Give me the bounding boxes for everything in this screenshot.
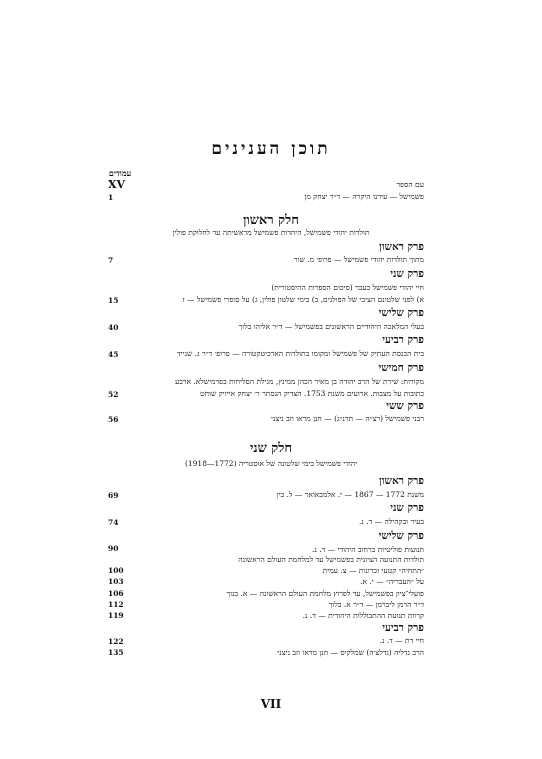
page-title: תוכן הענינים (211, 139, 331, 159)
toc-page-number: 1 (108, 193, 114, 202)
toc-page-number: 103 (108, 577, 124, 586)
toc-entry: רבני פשמישל (רצ״ה — תרנ״ג) — חנן מראו וזב ניצני (271, 414, 424, 423)
toc-page-number: 100 (108, 566, 124, 575)
front-label: עם הספר (396, 180, 424, 189)
toc-entry: פשמישל — עירנו היקרה — ד״ר יצחק מן (304, 192, 424, 201)
toc-page-number: 15 (108, 296, 119, 305)
chapter-title: פרק שלישי (378, 530, 424, 542)
toc-entry: א) לפני שלטונם הציבי של הפולנים, ב) בימי שלטון פולין, ג) על סופרי פשמישל — ז (182, 295, 424, 304)
chapter-title: פרק רביעי (382, 622, 424, 634)
chapter-title: פרק רביעי (382, 334, 424, 346)
part-1-title: חלק ראשון (243, 213, 299, 228)
chapter-title: פרק שני (390, 502, 424, 514)
toc-entry: מקורות: שירת של הרב יהודה בן מאיר הכהן ממינץ, מגילת הסליחות בפרמישלא. ארבע (174, 377, 424, 386)
toc-entry: משנת 1772 — 1867 — י. אלמבאואר — ל. בין (276, 490, 424, 499)
toc-entry: ״התחיה״ קטעי זכרונות — צ. עמית (322, 566, 424, 575)
folio-page-number: VII (260, 697, 282, 711)
toc-page-number: 52 (108, 390, 119, 399)
toc-entry: על ״העבריה״ — י. א. (360, 577, 424, 586)
toc-entry: תולדות התנועה הציונית בפשמישל עד למלחמת העולם הראשונה (238, 555, 424, 564)
toc-entry: חיי יהודי פשמישל בעבר (סיכום הספרות ההיסטורית) (271, 283, 424, 292)
toc-page-number: 135 (108, 648, 124, 657)
chapter-title: פרק ראשון (379, 475, 424, 487)
toc-entry: הרב גדליה (גדלצ׳ה) שמלקיס — חנן מראו וזב ניצני (277, 648, 424, 657)
toc-page-number: 56 (108, 415, 119, 424)
toc-page-number: 90 (108, 544, 119, 553)
toc-entry: קרוות תנועת ההתבוללות היהודית — ד. נ. (302, 611, 424, 620)
toc-page-number: 119 (108, 611, 124, 620)
toc-entry: בעלי המלאכה היהודיים הראשונים בפשמישל — ד״ר אליהו בלוך (238, 322, 424, 331)
page-number-roman: XV (108, 178, 126, 191)
toc-page-number: 40 (108, 323, 119, 332)
part-1-subtitle: תולדות יהודי פשמישל, היהדות פשמישל מראשיתה עד לחלוקת פולין (172, 228, 370, 237)
toc-page-number: 45 (108, 350, 119, 359)
toc-entry: כתובות על מצבות. ארועים משנת 1753. הצדיק הנסתר ר׳ יצחק אייזיק שוחט (200, 389, 424, 398)
toc-page-number: 112 (108, 600, 124, 609)
pages-column-label: עמודים (108, 168, 132, 178)
chapter-title: פרק ראשון (379, 241, 424, 253)
toc-page-number: 69 (108, 491, 119, 500)
toc-entry: בית הכנסת העתיק של פשמישל ומקומו בתולדות הארכיטקטורה — פרופ׳ ד״ר ג. שנייד (177, 349, 424, 358)
chapter-title: פרק חמישי (378, 362, 424, 374)
chapter-title: פרק שלישי (378, 307, 424, 319)
toc-page-number: 7 (108, 256, 114, 265)
toc-entry: תנועות פוליטיות ברחוב היהודי — ד. נ. (312, 545, 424, 554)
toc-entry: חיי דת — ד. נ. (379, 636, 424, 645)
toc-entry: בעיר ובקהילה — ד. נ. (358, 517, 424, 526)
chapter-title: פרק ששי (386, 400, 424, 412)
toc-entry: מתוך תולדות יהודי פשמישל — פרופ׳ מ. שור (293, 255, 424, 264)
part-2-subtitle: יהודי פשמישל בימי שלטונה של אוסטריה (1772—1918) (184, 459, 358, 468)
toc-page-number: 74 (108, 518, 119, 527)
chapter-title: פרק שני (390, 268, 424, 280)
toc-page-number: 106 (108, 589, 124, 598)
toc-page-number: 122 (108, 637, 124, 646)
toc-entry: פועלי־ציון בפשמישל, עד לפרוץ מלחמת העולם הראשונה — א. בנוך (226, 589, 424, 598)
part-2-title: חלק שני (249, 441, 293, 456)
toc-entry: ד״ר הרמן ליברמן — ד״ר א. בלוך (328, 600, 424, 609)
